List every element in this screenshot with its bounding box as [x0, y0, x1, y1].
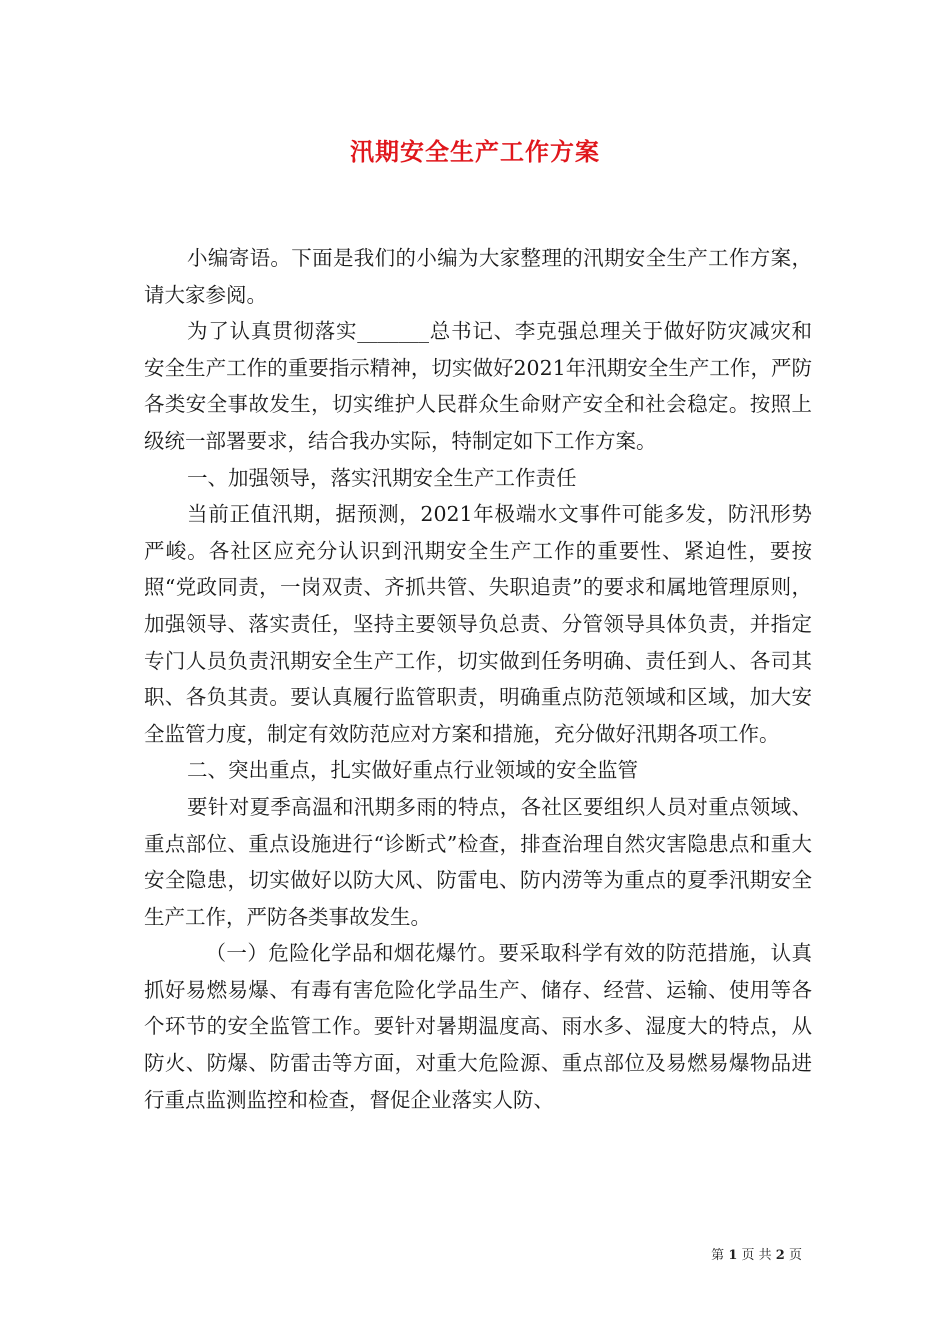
- footer-prefix: 第: [711, 1248, 725, 1263]
- paragraph-intro: 小编寄语。下面是我们的小编为大家整理的汛期安全生产工作方案，请大家参阅。: [144, 246, 812, 307]
- section-heading-2: 二、突出重点，扎实做好重点行业领域的安全监管: [187, 758, 639, 783]
- footer-middle: 页 共: [741, 1248, 772, 1263]
- paragraph-section-1: 当前正值汛期，据预测，2021年极端水文事件可能多发，防汛形势严峻。各社区应充分认识到汛期安全生产工作的重要性、紧迫性，要按照“党政同责，一岗双责、齐抓共管、失职追责”的要求和属地管理原则，加强领导、落实责任，坚持主要领导负总责、分管领导具体负责，并指定专门人员负责汛期安全生产工作，切实做到任务明确、责任到人、各司其职、各负其责。要认真履行监管职责，明确重点防范领域和区域，加大安全监管力度，制定有效防范应对方案和措施，充分做好汛期各项工作。: [144, 502, 812, 746]
- paragraph-preamble: 为了认真贯彻落实_______总书记、李克强总理关于做好防灾减灾和安全生产工作的重要指示精神，切实做好2021年汛期安全生产工作，严防各类安全事故发生，切实维护人民群众生命财产安全和社会稳定。按照上级统一部署要求，结合我办实际，特制定如下工作方案。: [144, 319, 812, 453]
- document-body: [144, 240, 812, 1118]
- footer-current-page: 1: [728, 1248, 738, 1263]
- page-number-footer: [711, 1244, 802, 1263]
- footer-suffix: 页: [788, 1248, 802, 1263]
- document-title: 汛期安全生产工作方案: [350, 137, 600, 166]
- footer-total-pages: 2: [775, 1248, 785, 1263]
- paragraph-subsection-1: （一）危险化学品和烟花爆竹。要采取科学有效的防范措施，认真抓好易燃易爆、有毒有害危险化学品生产、储存、经营、运输、使用等各个环节的安全监管工作。要针对暑期温度高、雨水多、湿度大的特点，从防火、防爆、防雷击等方面，对重大危险源、重点部位及易燃易爆物品进行重点监测监控和检查，督促企业落实人防、: [144, 941, 812, 1112]
- section-heading-1: 一、加强领导，落实汛期安全生产工作责任: [187, 465, 577, 490]
- paragraph-section-2: 要针对夏季高温和汛期多雨的特点，各社区要组织人员对重点领域、重点部位、重点设施进行“诊断式”检查，排查治理自然灾害隐患点和重大安全隐患，切实做好以防大风、防雷电、防内涝等为重点的夏季汛期安全生产工作，严防各类事故发生。: [144, 794, 812, 929]
